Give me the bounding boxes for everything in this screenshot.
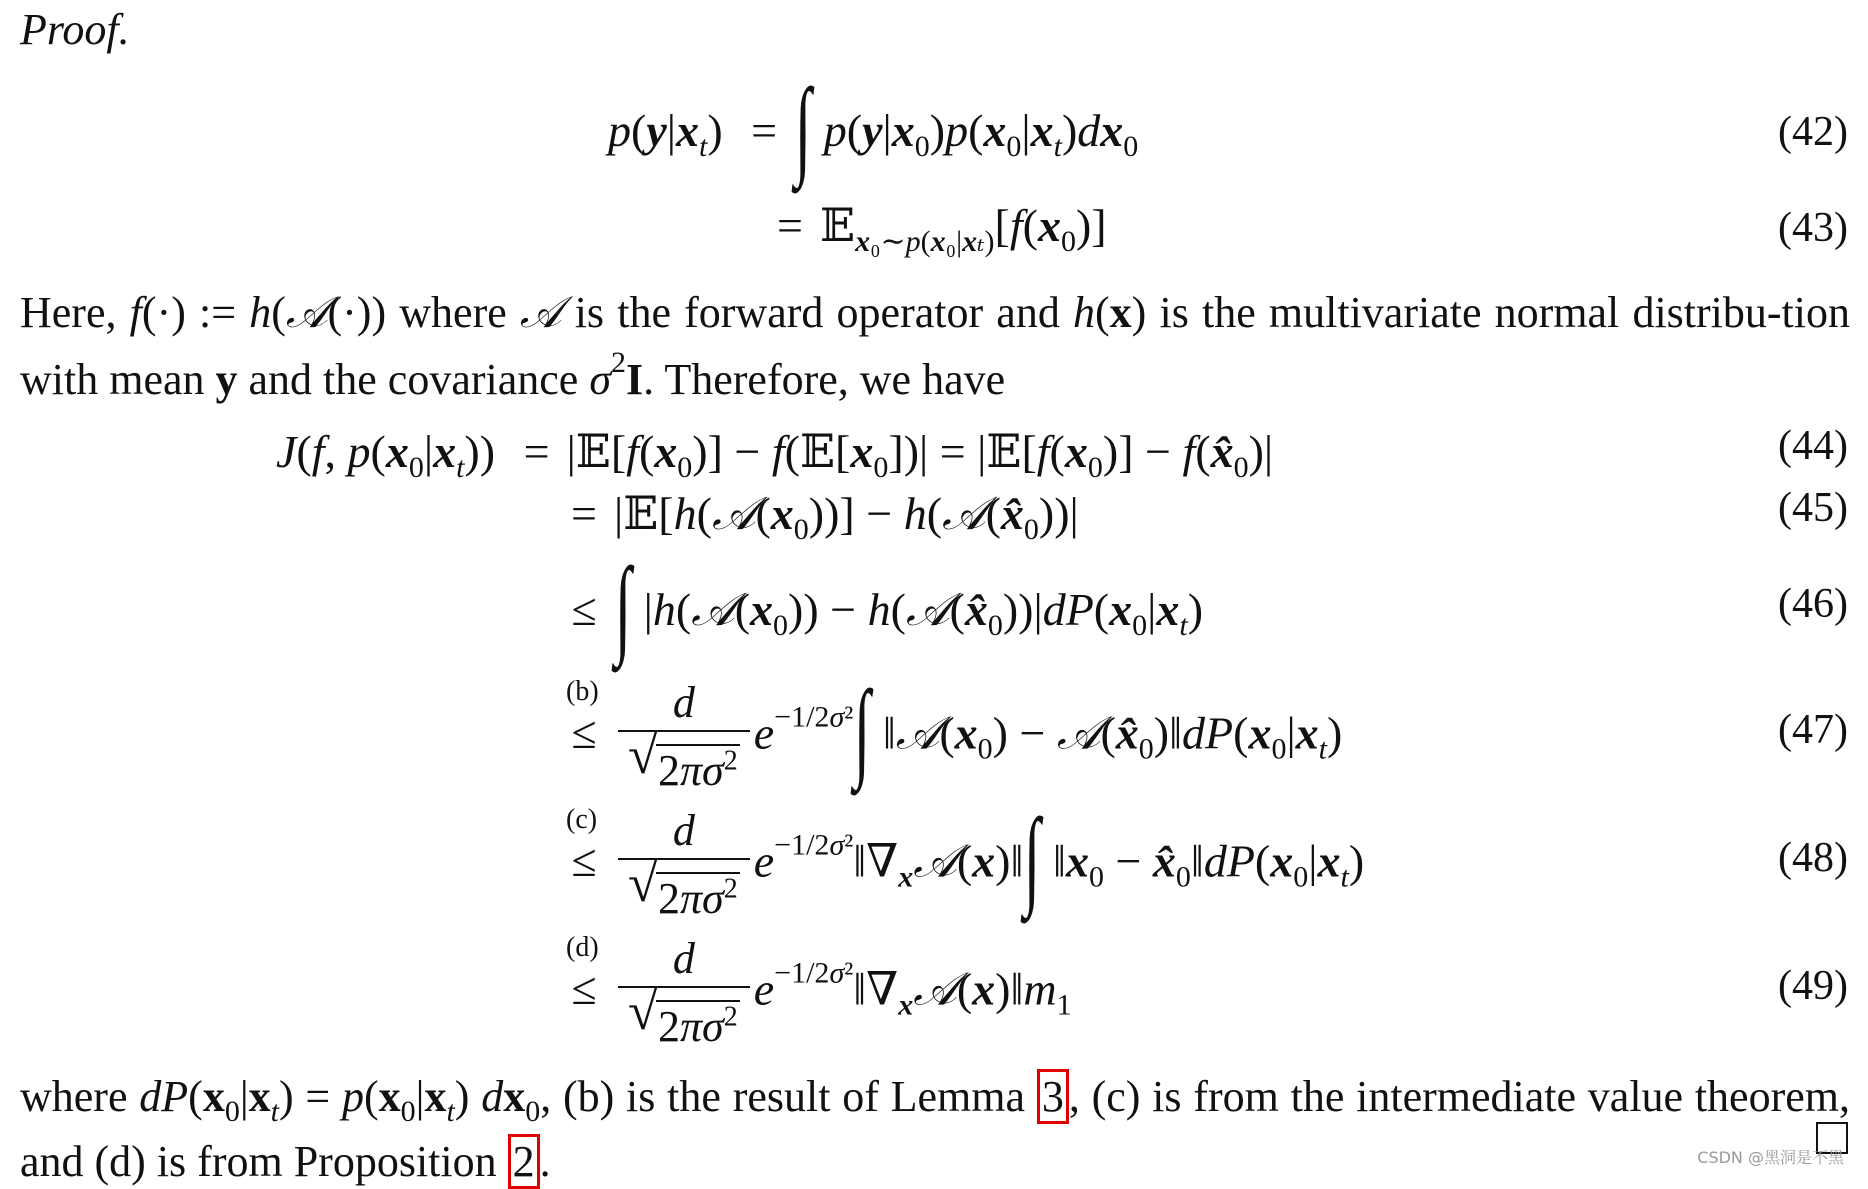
equation-number-45: (45) <box>1778 485 1848 531</box>
equation-number-44: (44) <box>1778 423 1848 469</box>
equation-49: ≤ d √ $2\pi\sigma^2$ $e^{-1/2\sigma^2}‖\nabla_x𝒜(x)‖m_1$ <box>554 932 1072 1056</box>
paragraph-explanation: where $dP(x_0|x_t) = p(x_0|x_t)$ $dx_0$, (b) is the result of Lemma 3 , (c) is from the intermediate value theorem, and (d) is from Proposition 2 . <box>20 1072 1850 1187</box>
equation-47: ≤ d √ $2\pi\sigma^2$ $e^{-1/2\sigma^2}\int$ $‖𝒜(x_0)$ − $𝒜(x̂_0)‖dP(x_0|x_t)$ <box>554 676 1342 800</box>
equation-number-47: (47) <box>1778 707 1848 753</box>
equation-43: = $𝔼_{x_0\sim p(x_0|x_t)}[f(x_0)]$ <box>777 198 1107 258</box>
step-label-c: (c) <box>566 804 598 835</box>
equation-number-46: (46) <box>1778 581 1848 627</box>
equation-number-43: (43) <box>1778 205 1848 251</box>
paragraph-forward-operator: Here, f(·) := h(𝒜(·)) where 𝒜 is the forward operator and h(x) is the multivariate normal distribu-tion with mean y and the covariance $\sigma^2I$. Therefore, we have <box>20 287 1850 404</box>
proof-label: Proof. <box>20 5 130 54</box>
equation-45: = $|𝔼[h(𝒜(x_0))]$ − $h(𝒜(x̂_0))|$ <box>571 486 1079 546</box>
equation-48: ≤ d √ $2\pi\sigma^2$ $e^{-1/2\sigma^2}‖\nabla_x𝒜(x)‖\int$ $‖x_0$ − $x̂_0‖dP(x_0|x_t)$ <box>554 804 1364 928</box>
equation-number-42: (42) <box>1778 109 1848 155</box>
equation-46: ≤ ∫ $|h(𝒜(x_0))$ − $h(𝒜(x̂_0))|dP(x_0|x_t)$ <box>571 545 1204 667</box>
equation-42: $p(y|x_t)$ = ∫ $p(y|x_0)p(x_0|x_t)dx_0$ <box>608 66 1139 188</box>
equation-number-49: (49) <box>1778 963 1848 1009</box>
proposition-reference-link[interactable]: 2 <box>508 1134 540 1189</box>
equation-number-48: (48) <box>1778 835 1848 881</box>
lemma-reference-link[interactable]: 3 <box>1037 1069 1069 1124</box>
watermark: CSDN @黑洞是不黑 <box>1697 1148 1844 1167</box>
equation-44: J(f, $p(x_0|x_t)$) = $|𝔼[f(x_0)]$ − $f(𝔼[x_0])|$ = $|𝔼[f(x_0)]$ − $f(x̂_0)|$ <box>276 424 1274 484</box>
step-label-d: (d) <box>566 932 599 963</box>
step-label-b: (b) <box>566 676 599 707</box>
